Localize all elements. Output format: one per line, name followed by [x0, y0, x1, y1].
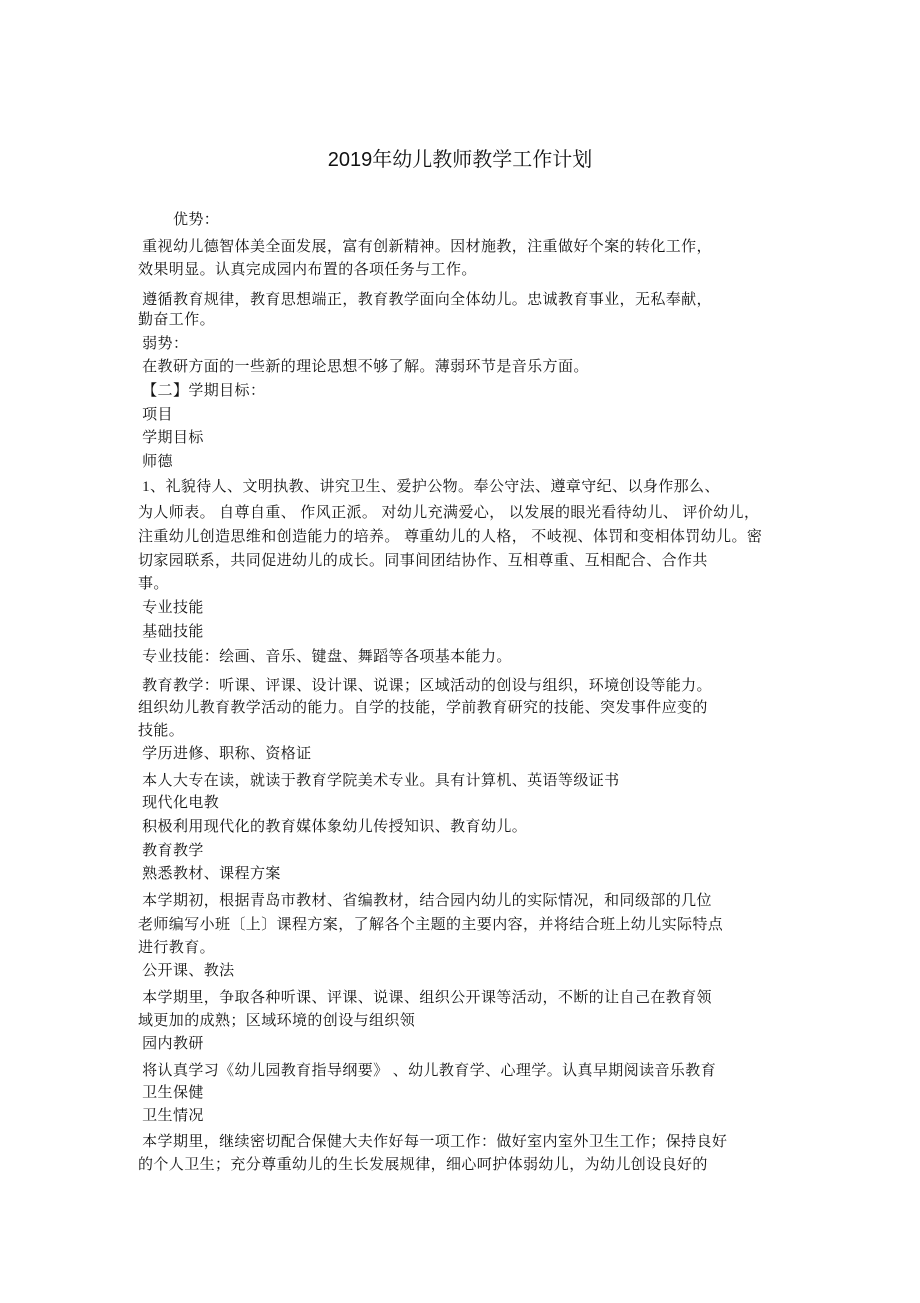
paragraph-line: 本学期初，根据青岛市教材、省编教材，结合园内幼儿的实际情况，和同级部的几位	[138, 893, 712, 909]
paragraph-line: 项目	[138, 407, 173, 423]
paragraph-line: 注重幼儿创造思维和创造能力的培养。 尊重幼儿的人格， 不岐视、体罚和变相体罚幼儿。密	[138, 529, 763, 545]
paragraph-line: 域更加的成熟；区域环境的创设与组织领	[138, 1013, 416, 1029]
paragraph-line: 重视幼儿德智体美全面发展，富有创新精神。因材施教，注重做好个案的转化工作，	[138, 239, 712, 255]
paragraph-line: 本人大专在读，就读于教育学院美术专业。具有计算机、英语等级证书	[138, 773, 620, 789]
paragraph-line: 1、礼貌待人、文明执教、讲究卫生、爱护公物。奉公守法、遵章守纪、以身作那么、	[138, 479, 720, 495]
paragraph-line: 技能。	[138, 723, 185, 739]
paragraph-line: 切家园联系，共同促进幼儿的成长。同事间团结协作、互相尊重、互相配合、合作共	[138, 553, 708, 569]
paragraph-line: 遵循教育规律，教育思想端正，教育教学面向全体幼儿。忠诚教育事业，无私奉献，	[138, 292, 712, 308]
paragraph-line: 园内教研	[138, 1036, 204, 1052]
paragraph-line: 学期目标	[138, 430, 204, 446]
paragraph-line: 本学期里，争取各种听课、评课、说课、组织公开课等活动，不断的让自己在教育领	[138, 990, 712, 1006]
paragraph-line: 卫生情况	[138, 1108, 204, 1124]
paragraph-line: 组织幼儿教育教学活动的能力。自学的技能，学前教育研究的技能、突发事件应变的	[138, 700, 708, 716]
paragraph-line: 在教研方面的一些新的理论思想不够了解。薄弱环节是音乐方面。	[138, 359, 589, 375]
paragraph-line: 的个人卫生；充分尊重幼儿的生长发展规律，细心呵护体弱幼儿，为幼儿创设良好的	[138, 1157, 708, 1173]
paragraph-line: 教育教学	[138, 843, 204, 859]
paragraph-line: 效果明显。认真完成园内布置的各项任务与工作。	[138, 262, 477, 278]
paragraph-line: 师德	[138, 454, 173, 470]
paragraph-line: 积极利用现代化的教育媒体象幼儿传授知识、教育幼儿。	[138, 819, 528, 835]
paragraph-line: 弱势：	[138, 336, 189, 352]
paragraph-line: 卫生保健	[138, 1085, 204, 1101]
paragraph-line: 将认真学习《幼儿园教育指导纲要》 、幼儿教育学、心理学。认真早期阅读音乐教育	[138, 1063, 717, 1079]
paragraph-line: 进行教育。	[138, 940, 216, 956]
paragraph-line: 公开课、教法	[138, 963, 235, 979]
paragraph-line: 为人师表。 自尊自重、 作风正派。 对幼儿充满爱心， 以发展的眼光看待幼儿、 评价幼儿，	[138, 505, 760, 521]
document-title: 2019年幼儿教师教学工作计划	[327, 149, 593, 171]
paragraph-line: 勤奋工作。	[138, 312, 216, 328]
paragraph-line: 优势：	[173, 212, 220, 228]
paragraph-line: 专业技能：绘画、音乐、键盘、舞蹈等各项基本能力。	[138, 649, 512, 665]
paragraph-line: 现代化电教	[138, 795, 220, 811]
paragraph-line: 事。	[138, 576, 169, 592]
paragraph-line: 老师编写小班〔上〕课程方案，了解各个主题的主要内容，并将结合班上幼儿实际特点	[138, 917, 724, 933]
paragraph-line: 教育教学：听课、评课、设计课、说课；区域活动的创设与组织，环境创设等能力。	[138, 678, 712, 694]
paragraph-line: 【二】学期目标：	[138, 383, 266, 399]
paragraph-line: 基础技能	[138, 624, 204, 640]
paragraph-line: 学历进修、职称、资格证	[138, 746, 312, 762]
paragraph-line: 本学期里，继续密切配合保健大夫作好每一项工作：做好室内室外卫生工作；保持良好	[138, 1134, 728, 1150]
paragraph-line: 熟悉教材、课程方案	[138, 866, 281, 882]
paragraph-line: 专业技能	[138, 600, 204, 616]
